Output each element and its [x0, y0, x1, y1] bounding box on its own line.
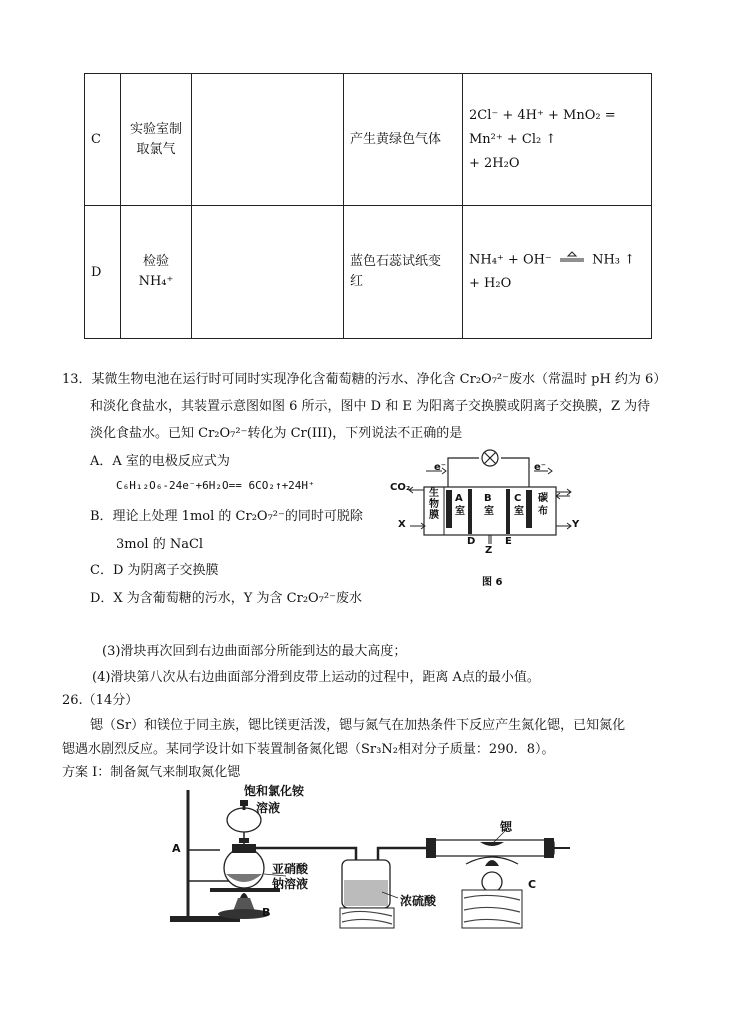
- equation-line: + 2H₂O: [469, 155, 520, 171]
- bio-film-label: [429, 488, 439, 521]
- carbon-char: 布: [538, 506, 548, 517]
- heat-arrow-icon: [559, 248, 585, 272]
- nano2-label-line: 钠溶液: [272, 877, 309, 891]
- nano2-label-line: 亚硝酸: [272, 862, 309, 876]
- q13-option-b: B．理论上处理 1mol 的 Cr₂O₇²⁻的同时可脱除: [90, 509, 363, 524]
- q13-option-a-equation: C₆H₁₂O₆-24e⁻+6H₂O== 6CO₂↑+24H⁺: [116, 479, 315, 492]
- strontium-label: 锶: [500, 820, 513, 834]
- equation-cell: [463, 206, 652, 339]
- q13-stem-line: 和淡化食盐水，其装置示意图如图 6 所示，图中 D 和 E 为阳离子交换膜或阴离子交换膜，Z 为待: [90, 399, 651, 414]
- phenomenon-line: 红: [350, 274, 364, 289]
- label-c: C: [528, 878, 537, 891]
- x-label: X: [398, 519, 406, 530]
- q13-option-d: D．X 为含葡萄糖的污水，Y 为含 Cr₂O₇²⁻废水: [90, 591, 362, 606]
- room-char: 室: [484, 506, 494, 517]
- row-label: D: [85, 206, 121, 339]
- phenomenon-line: 蓝色石蕊试纸变: [350, 254, 442, 269]
- table-row: [85, 74, 652, 206]
- bio-film-char: 膜: [429, 510, 439, 521]
- apparatus-figure: [160, 780, 580, 930]
- q13-option-c: C．D 为阴离子交换膜: [90, 563, 219, 578]
- apparatus-drawing: [160, 780, 580, 930]
- figure-6: [388, 440, 588, 590]
- equation-left: NH₄⁺ + OH⁻: [469, 252, 552, 268]
- nh4cl-label-line: 溶液: [256, 801, 281, 815]
- room-char: C: [514, 493, 522, 504]
- nano2-label: [272, 862, 308, 892]
- experiment-line: 取氯气: [136, 141, 176, 157]
- equation-cell: [463, 74, 652, 206]
- carbon-cloth-label: [538, 492, 548, 518]
- phenomenon-cell: [344, 206, 463, 339]
- nh4cl-label-line: 饱和氯化铵: [244, 784, 305, 798]
- q26-scheme: 方案 I：制备氮气来制取氮化锶: [62, 765, 241, 780]
- row-label: C: [85, 74, 121, 206]
- table-row: [85, 206, 652, 339]
- q26-paragraph: 锶（Sr）和镁位于同主族，锶比镁更活泼，锶与氮气在加热条件下反应产生氮化锶，已知氮化: [90, 718, 626, 733]
- sub-question-4: (4)滑块第八次从右边曲面部分滑到皮带上运动的过程中，距离 A点的最小值。: [92, 670, 540, 685]
- room-char: 室: [514, 506, 524, 517]
- h2so4-label: 浓硫酸: [400, 894, 437, 908]
- q13-stem-line: 13．某微生物电池在运行时可同时实现净化含葡萄糖的污水、净化含 Cr₂O₇²⁻废水（常温时 pH 约为 6）: [62, 372, 667, 387]
- co2-label: CO₂: [390, 482, 411, 493]
- room-char: 室: [455, 506, 465, 517]
- equation-line: 2Cl⁻ + 4H⁺ + MnO₂ = Mn²⁺ + Cl₂ ↑: [469, 107, 616, 147]
- q13-stem-line: 淡化食盐水。已知 Cr₂O₇²⁻转化为 Cr(III)，下列说法不正确的是: [90, 426, 463, 441]
- y-label: Y: [572, 519, 580, 530]
- q26-paragraph: 锶遇水剧烈反应。某同学设计如下装置制备氮化锶（Sr₃N₂相对分子质量：290．8）。: [62, 742, 555, 757]
- e-label: E: [505, 536, 512, 547]
- electron-label: e⁻: [534, 462, 547, 473]
- q13-option-b-cont: 3mol 的 NaCl: [116, 537, 204, 552]
- room-char: B: [484, 493, 492, 504]
- device-cell: [192, 74, 344, 206]
- room-char: A: [455, 493, 463, 504]
- figure-caption: 图 6: [482, 577, 503, 588]
- room-c-label: [514, 492, 524, 518]
- equation-right: NH₃ ↑ + H₂O: [469, 252, 636, 292]
- nh4cl-label: [244, 782, 304, 816]
- phenomenon-cell: 产生黄绿色气体: [344, 74, 463, 206]
- bio-film-char: 物: [429, 499, 439, 510]
- room-b-label: [484, 492, 494, 518]
- q13-option-a: A．A 室的电极反应式为: [90, 454, 230, 469]
- experiment-line: 实验室制: [129, 121, 182, 137]
- room-a-label: [455, 492, 465, 518]
- label-b: B: [262, 906, 271, 919]
- experiment-cell: [121, 74, 192, 206]
- q26-header: 26.（14分）: [62, 693, 139, 708]
- z-label: Z: [485, 545, 493, 556]
- carbon-char: 碳: [538, 493, 548, 504]
- experiment-cell: 检验 NH₄⁺: [121, 206, 192, 339]
- bio-film-char: 生: [429, 488, 439, 499]
- sub-question-3: (3)滑块再次回到右边曲面部分所能到达的最大高度；: [102, 644, 407, 659]
- device-cell: [192, 206, 344, 339]
- label-a: A: [172, 842, 181, 855]
- d-label: D: [467, 536, 476, 547]
- options-table: [84, 73, 652, 339]
- electron-label: e⁻: [434, 462, 447, 473]
